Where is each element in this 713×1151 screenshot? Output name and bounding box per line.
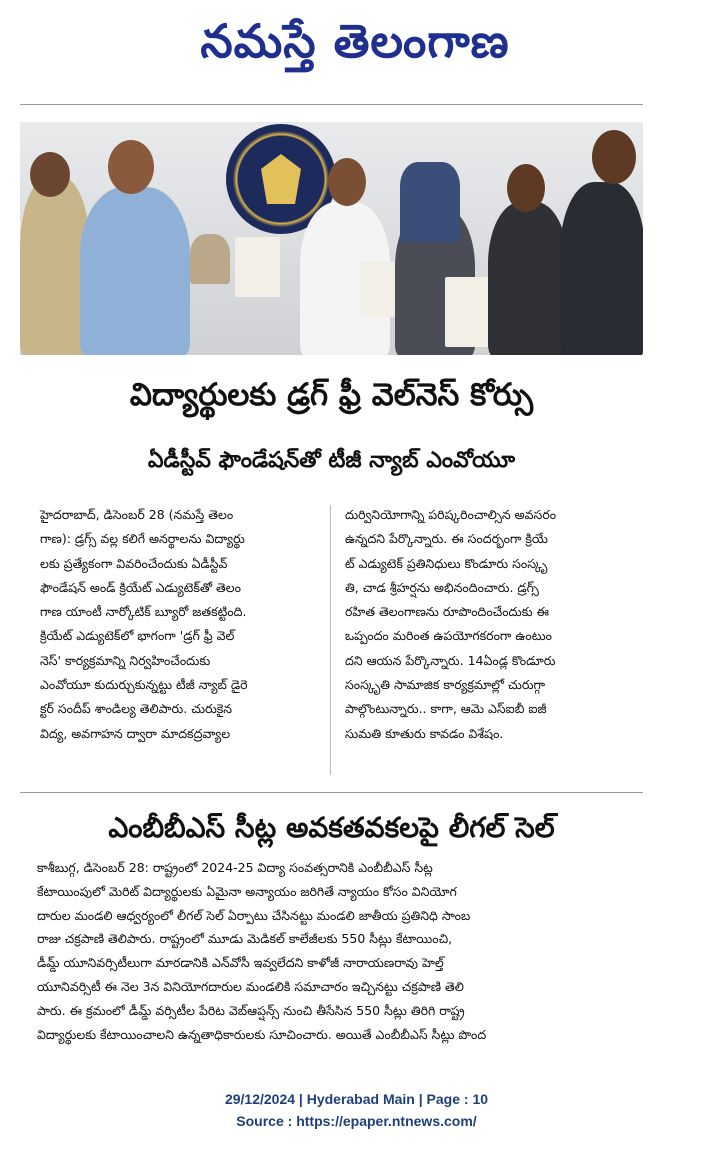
article1-column-right: దుర్వినియోగాన్ని పరిష్కరించాల్సిన అవసరం ఉన్నదని పేర్కొన్నారు. ఈ సందర్భంగా క్రియే ట్ ఎడ్యుటెక్ ప్రతినిధులు కొండూరు సంస్కృ తి, చాడ శ్రీహర్షను అభినందించారు. డ్రగ్స్ రహిత తెలంగాణను రూపొందించేందుకు ఈ ఒప్పందం మరింత ఉపయోగకరంగా ఉంటుం దని ఆయన పేర్కొన్నారు. 14ఏండ్ల కొండూరు సంస్కృతి సామాజిక కార్యక్రమాల్లో చురుగ్గా పాల్గొంటున్నారు.. కాగా, ఆమె ఎస్ఐబీ ఐజీ సుమతి కూతురు కావడం విశేషం. — [345, 507, 557, 741]
article-divider — [20, 792, 643, 793]
article1-headline: విద్యార్థులకు డ్రగ్ ఫ్రీ వెల్‌నెస్ కోర్సు — [129, 377, 534, 413]
footer-source-link[interactable]: Source : https://epaper.ntnews.com/ — [236, 1113, 477, 1129]
person-student-4 — [560, 182, 643, 355]
masthead — [0, 0, 713, 95]
article2-body: కాశీబుగ్గ, డిసెంబర్ 28: రాష్ట్రంలో 2024-25 విద్యా సంవత్సరానికి ఎంబీబీఎస్ సీట్ల కేటాయింపులో మెరిట్ విద్యార్థులకు ఏమైనా అన్యాయం జరిగితే న్యాయం కోసం వినియోగ దారుల మండలి ఆధ్వర్యంలో లీగల్ సెల్ ఏర్పాటు చేసినట్టు మండలి జాతీయ ప్రతినిధి సాంబ రాజు చక్రపాణి తెలిపారు. రాష్ట్రంలో మూడు మెడికల్ కాలేజీలకు 550 సీట్లు కేటాయించి, డీమ్డ్ యూనివర్సిటీలుగా మారడానికి ఎన్‌వోసీ ఇవ్వలేదని కాళోజీ నారాయణరావు హెల్త్ యూనివర్సిటీ ఈ నెల 3న వినియోగదారుల మండలికి సమాచారం ఇచ్చినట్టు చక్రపాణి తెలి పారు. ఈ క్రమంలో డీమ్డ్ వర్సిటీల పేరిట వెబ్‌ఆప్షన్స్ నుంచి తీసేసిన 550 సీట్లు తిరిగి రాష్ట్ర విద్యార్థులకు కేటాయించాలని ఉన్నతాధికారులకు సూచించారు. అయితే ఎంబీబీఎస్ సీట్లు పొంద — [37, 860, 487, 1042]
person-official — [80, 187, 190, 355]
column-divider — [330, 505, 331, 775]
article2-headline: ఎంబీబీఎస్ సీట్ల అవకతవకలపై లీగల్ సెల్ — [108, 811, 555, 844]
person-student-3 — [488, 202, 568, 355]
newspaper-title: నమస్తే తెలంగాణ — [200, 14, 510, 68]
news-photo — [20, 122, 643, 355]
article1-subheadline: ఏడీస్టీవ్ ఫౌండేషన్‌తో టీజీ న్యాబ్ ఎంవోయూ — [147, 448, 516, 473]
person-background — [400, 162, 460, 242]
footer-date-edition: 29/12/2024 | Hyderabad Main | Page : 10 — [224, 1091, 489, 1107]
article1-column-left: హైదరాబాద్, డిసెంబర్ 28 (నమస్తే తెలం గాణ): డ్రగ్స్ వల్ల కలిగే అనర్థాలను విద్యార్థు లకు ప్రత్యేకంగా వివరించేందుకు ఏడీస్టీవ్ ఫౌండేషన్ అండ్ క్రియేట్ ఎడ్యుటెక్‌తో తెలం గాణ యాంటీ నార్కోటిక్ బ్యూరో జతకట్టింది. క్రియేట్ ఎడ్యుటెక్‌లో భాగంగా 'డ్రగ్ ఫ్రీ వెల్ నెస్' కార్యక్రమాన్ని నిర్వహించేందుకు ఎంవోయూ కుదుర్చుకున్నట్టు టీజీ న్యాబ్ డైరె క్టర్ సందీప్ శాండిల్య తెలిపారు. చురుకైన విద్య, అవగాహన ద్వారా మాదకద్రవ్యాల — [40, 507, 248, 741]
document-folder — [190, 234, 230, 284]
certificate — [235, 237, 280, 297]
masthead-divider — [20, 104, 643, 105]
